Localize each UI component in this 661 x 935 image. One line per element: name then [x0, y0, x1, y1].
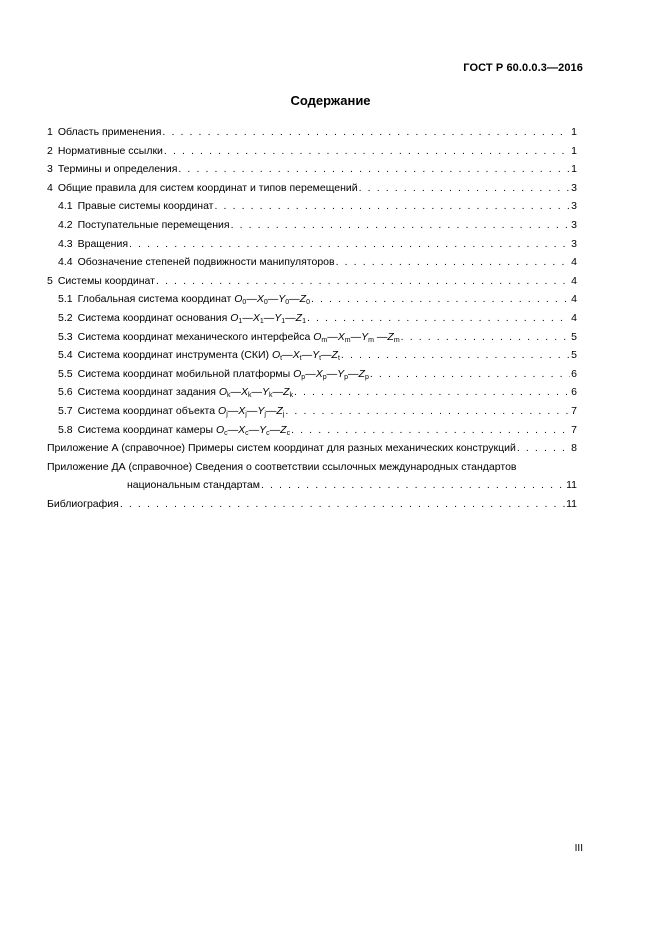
toc-item-4-2[interactable] [47, 216, 577, 235]
toc-item-4-4[interactable] [47, 253, 577, 272]
leader-dots [307, 309, 570, 328]
toc-item-4[interactable] [47, 179, 577, 198]
toc-label: Общие правила для систем координат и типов перемещений [57, 181, 358, 194]
toc-number: 5.2 [58, 311, 73, 324]
page-number: III [574, 843, 583, 854]
toc-number: 5.5 [58, 367, 73, 380]
toc-item-5-4[interactable] [47, 346, 577, 365]
leader-dots [370, 365, 570, 384]
toc-page: 3 [571, 200, 577, 213]
toc-page: 1 [571, 163, 577, 176]
leader-dots [164, 142, 570, 161]
toc-label: Система координат объекта [77, 404, 216, 417]
toc-page: 4 [571, 256, 577, 269]
toc-item-1[interactable] [47, 123, 577, 142]
coordinate-formula: $O_t—X_t—Y_t—Z_t$ [271, 349, 340, 363]
toc-page: 7 [571, 404, 577, 417]
toc-item-3[interactable] [47, 160, 577, 179]
toc-label: Системы координат [57, 274, 155, 287]
toc-page: 11 [566, 479, 577, 492]
toc-label: Обозначение степеней подвижности манипуляторов [77, 256, 335, 269]
toc-label: Система координат основания [77, 311, 228, 324]
toc-appendix-a[interactable] [47, 439, 577, 458]
toc-item-5-5[interactable] [47, 365, 577, 384]
toc-label: Поступательные перемещения [77, 218, 230, 231]
toc-label: Система координат задания [77, 386, 216, 399]
toc-page: 5 [571, 330, 577, 343]
toc-label: Вращения [77, 237, 129, 250]
toc-label: Система координат инструмента (СКИ) [77, 349, 270, 362]
leader-dots [120, 495, 565, 514]
toc-page: 4 [571, 293, 577, 306]
toc-item-5-6[interactable] [47, 383, 577, 402]
leader-dots [517, 439, 570, 458]
toc-page: 11 [566, 497, 577, 510]
leader-dots [336, 253, 571, 272]
toc-number: 4 [47, 181, 53, 194]
toc-page: 6 [571, 386, 577, 399]
toc-page: 6 [571, 367, 577, 380]
toc-number: 5 [47, 274, 53, 287]
toc-number: 4.3 [58, 237, 73, 250]
toc-number: 3 [47, 163, 53, 176]
leader-dots [341, 346, 570, 365]
toc-label: Приложение А (справочное) Примеры систем координат для разных механических конструкций [47, 442, 516, 455]
toc-page: 5 [571, 349, 577, 362]
toc-item-4-3[interactable] [47, 235, 577, 254]
leader-dots [162, 123, 570, 142]
coordinate-formula: $O_c—X_c—Y_c—Z_c$ [215, 423, 291, 437]
toc-page: 3 [571, 181, 577, 194]
toc-number: 2 [47, 144, 53, 157]
toc-item-2[interactable] [47, 142, 577, 161]
coordinate-formula: $O_m—X_m—Y_m$ $—Z_m$ [313, 330, 400, 344]
toc-number: 4.4 [58, 256, 73, 269]
coordinate-formula: $O_1—X_1—Y_1—Z_1$ [230, 311, 306, 325]
toc-label: Нормативные ссылки [57, 144, 163, 157]
toc-number: 5.3 [58, 330, 73, 343]
toc-item-5-7[interactable] [47, 402, 577, 421]
leader-dots [129, 235, 570, 254]
coordinate-formula: $O_k—X_k—Y_k—Z_k$ [218, 386, 293, 400]
table-of-contents [47, 123, 577, 513]
document-header: ГОСТ Р 60.0.0.3—2016 [463, 62, 583, 74]
leader-dots [215, 197, 571, 216]
toc-number: 5.4 [58, 349, 73, 362]
leader-dots [178, 160, 570, 179]
toc-item-5-1[interactable] [47, 290, 577, 309]
toc-number: 4.2 [58, 218, 73, 231]
toc-bibliography[interactable] [47, 495, 577, 514]
page-title: Содержание [290, 93, 371, 108]
toc-page: 7 [571, 423, 577, 436]
leader-dots [401, 328, 570, 347]
toc-number: 5.1 [58, 293, 73, 306]
coordinate-formula: $O_p—X_p—Y_p—Z_p$ [293, 367, 369, 381]
coordinate-formula: $O_0—X_0—Y_0—Z_0$ [234, 293, 310, 307]
toc-number: 5.7 [58, 404, 73, 417]
toc-number: 5.6 [58, 386, 73, 399]
toc-item-5-2[interactable] [47, 309, 577, 328]
leader-dots [261, 476, 565, 495]
leader-dots [285, 402, 570, 421]
toc-label: Система координат мобильной платформы [77, 367, 291, 380]
toc-page: 4 [571, 311, 577, 324]
toc-item-5-8[interactable] [47, 421, 577, 440]
toc-number: 5.8 [58, 423, 73, 436]
toc-label-continued: национальным стандартам [127, 479, 260, 492]
toc-page: 4 [571, 274, 577, 287]
toc-label: Глобальная система координат [77, 293, 232, 306]
toc-number: 1 [47, 126, 53, 138]
leader-dots [156, 272, 570, 291]
toc-label: Правые системы координат [77, 200, 214, 213]
toc-appendix-da[interactable] [47, 458, 577, 477]
toc-page: 1 [571, 144, 577, 157]
toc-label: Система координат механического интерфейса [77, 330, 311, 343]
toc-page: 8 [571, 442, 577, 455]
toc-appendix-da-cont[interactable] [47, 476, 577, 495]
toc-label: Приложение ДА (справочное) Сведения о соответствии ссылочных международных стандартов [47, 460, 517, 473]
leader-dots [231, 216, 571, 235]
leader-dots [359, 179, 571, 198]
leader-dots [291, 421, 570, 440]
toc-page: 3 [571, 237, 577, 250]
toc-label: Термины и определения [57, 163, 178, 176]
leader-dots [311, 290, 570, 309]
toc-label: Область применения [57, 126, 162, 138]
toc-page: 3 [571, 218, 577, 231]
toc-page: 1 [571, 126, 577, 138]
coordinate-formula: $O_j—X_j—Y_j—Z_j$ [218, 404, 285, 418]
leader-dots [294, 383, 570, 402]
toc-label: Система координат камеры [77, 423, 214, 436]
toc-number: 4.1 [58, 200, 73, 213]
toc-item-5[interactable] [47, 272, 577, 291]
toc-label: Библиография [47, 497, 119, 510]
toc-item-5-3[interactable] [47, 328, 577, 347]
toc-item-4-1[interactable] [47, 197, 577, 216]
